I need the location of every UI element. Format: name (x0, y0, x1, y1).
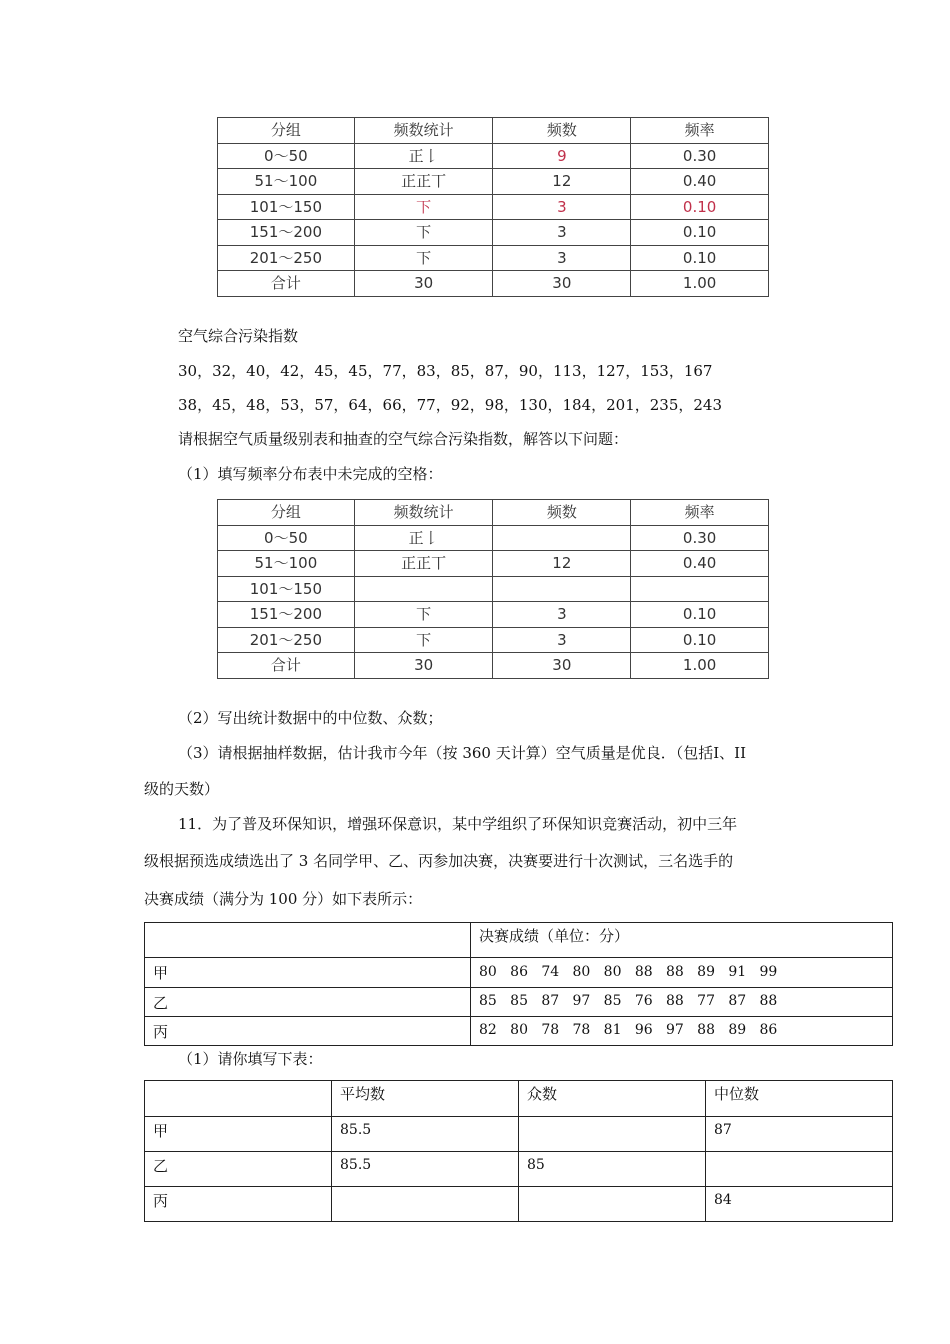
table-row: 201～250 下 3 0.10 (218, 245, 769, 271)
table-row: 0～50 正𠄌 9 0.30 (218, 143, 769, 169)
table-row: 101～150 (218, 576, 769, 602)
problem-11-question-1: （1）请你填写下表： (178, 1050, 323, 1068)
table-header-row: 分组 频数统计 频数 频率 (218, 118, 769, 144)
instruction-text: 请根据空气质量级别表和抽查的空气综合污染指数，解答以下问题： (178, 430, 629, 448)
table-row: 乙 85 85 87 97 85 76 88 77 87 88 (145, 988, 893, 1017)
table-row: 0～50 正𠄌 0.30 (218, 525, 769, 551)
data-row-2: 38，45，48，53，57，64，66，77，92，98，130，184，201，235，243 (178, 396, 723, 414)
table-row: 合计 30 30 1.00 (218, 653, 769, 679)
table-row: 51～100 正正丅 12 0.40 (218, 551, 769, 577)
table-row: 丙 82 80 78 78 81 96 97 88 89 86 (145, 1017, 893, 1046)
table-row: 甲 80 86 74 80 80 88 88 89 91 99 (145, 958, 893, 988)
table-header-row: 平均数 众数 中位数 (145, 1081, 893, 1117)
table-row: 51～100 正正丅 12 0.40 (218, 169, 769, 195)
problem-11-line-1: 11．为了普及环保知识，增强环保意识，某中学组织了环保知识竞赛活动，初中三年 (178, 815, 738, 833)
question-3-line-1: （3）请根据抽样数据，估计我市今年（按 360 天计算）空气质量是优良．（包括I、II (178, 744, 746, 762)
question-2: （2）写出统计数据中的中位数、众数； (178, 709, 443, 727)
table-header-row: 分组 频数统计 频数 频率 (218, 500, 769, 526)
frequency-table-answered (217, 117, 769, 297)
stats-table (144, 1080, 893, 1222)
table-header-row: 决赛成绩（单位：分） (145, 923, 893, 958)
table-row: 丙 84 (145, 1187, 893, 1222)
frequency-table-blank (217, 499, 769, 679)
table-row: 101～150 下 3 0.10 (218, 194, 769, 220)
question-3-line-2: 级的天数） (144, 780, 220, 798)
problem-11-line-3: 决赛成绩（满分为 100 分）如下表所示： (144, 890, 423, 908)
table-row: 甲 85.5 87 (145, 1117, 893, 1152)
table-row: 151～200 下 3 0.10 (218, 220, 769, 246)
data-title: 空气综合污染指数 (178, 327, 299, 345)
data-row-1: 30，32，40，42，45，45，77，83，85，87，90，113，127，153，167 (178, 362, 713, 380)
table-row: 乙 85.5 85 (145, 1152, 893, 1187)
question-1: （1）填写频率分布表中未完成的空格： (178, 465, 443, 483)
table-row: 合计 30 30 1.00 (218, 271, 769, 297)
table-row: 201～250 下 3 0.10 (218, 627, 769, 653)
problem-11-line-2: 级根据预选成绩选出了 3 名同学甲、乙、丙参加决赛，决赛要进行十次测试，三名选手的 (144, 852, 734, 870)
scores-table (144, 922, 893, 1046)
table-row: 151～200 下 3 0.10 (218, 602, 769, 628)
